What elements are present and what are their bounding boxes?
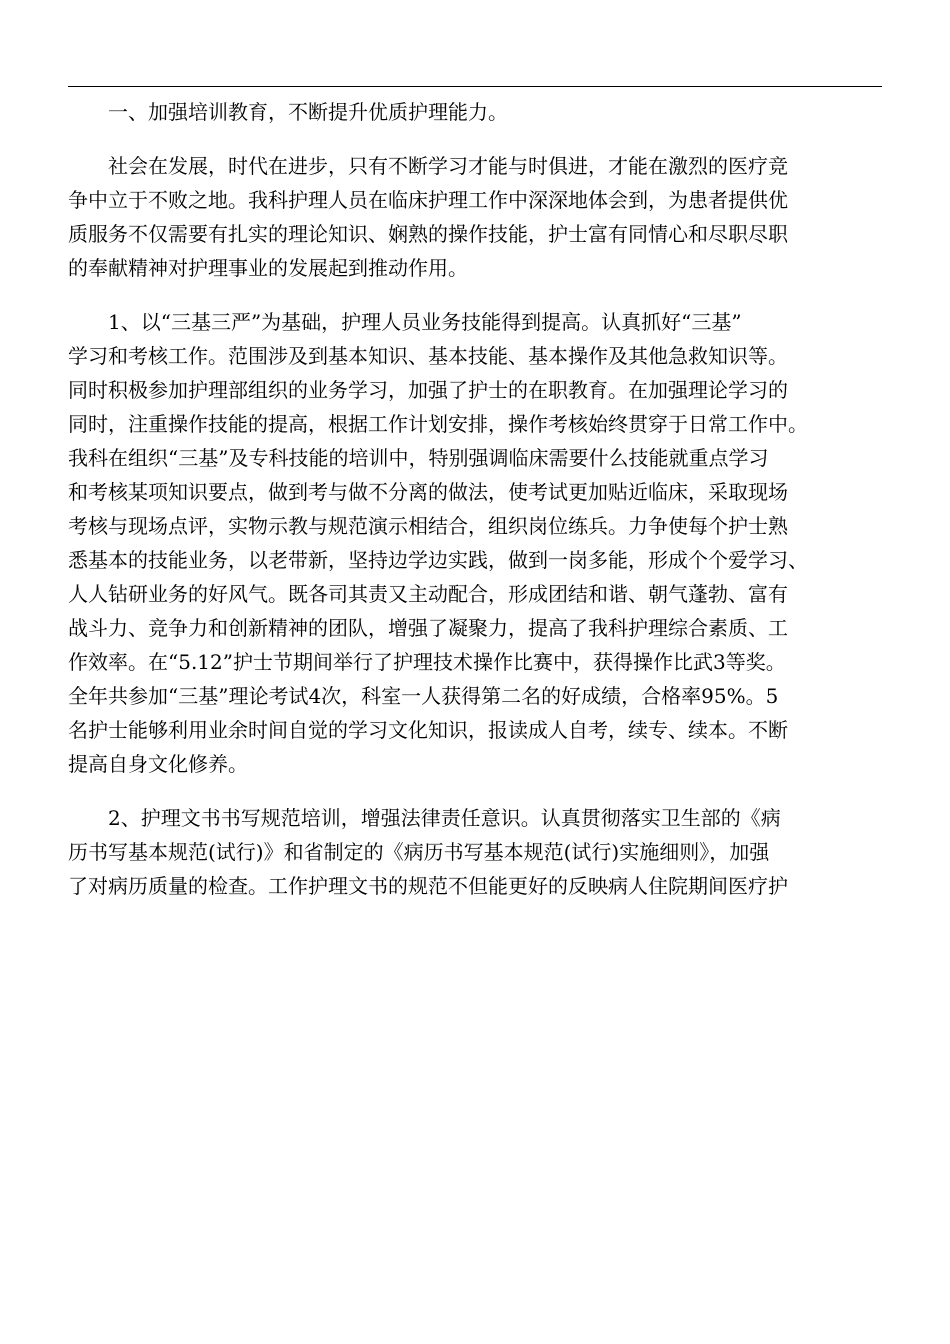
header-rule — [68, 86, 882, 87]
document-body — [68, 95, 884, 903]
paragraph-3 — [68, 801, 884, 903]
text-line: 历书写基本规范(试行)》和省制定的《病历书写基本规范(试行)实施细则》，加强 — [68, 840, 770, 864]
text-line: 社会在发展，时代在进步，只有不断学习才能与时俱进，才能在激烈的医疗竞 — [108, 154, 788, 178]
text-line: 和考核某项知识要点，做到考与做不分离的做法，使考试更加贴近临床，采取现场 — [68, 480, 788, 504]
text-line: 悉基本的技能业务，以老带新，坚持边学边实践，做到一岗多能，形成个个爱学习、 — [68, 548, 808, 572]
text-line: 名护士能够利用业余时间自觉的学习文化知识，报读成人自考，续专、续本。不断 — [68, 718, 788, 742]
section-heading — [68, 95, 884, 129]
paragraph-1 — [68, 149, 884, 285]
text-line: 全年共参加“三基”理论考试4次，科室一人获得第二名的好成绩，合格率95%。5 — [68, 684, 779, 708]
text-line: 我科在组织“三基”及专科技能的培训中，特别强调临床需要什么技能就重点学习 — [68, 446, 769, 470]
text-line: 质服务不仅需要有扎实的理论知识、娴熟的操作技能，护士富有同情心和尽职尽职 — [68, 222, 788, 246]
text-line: 了对病历质量的检查。工作护理文书的规范不但能更好的反映病人住院期间医疗护 — [68, 874, 788, 898]
text-line: 考核与现场点评，实物示教与规范演示相结合，组织岗位练兵。力争使每个护士熟 — [68, 514, 788, 538]
heading-line: 一、加强培训教育，不断提升优质护理能力。 — [108, 100, 508, 124]
text-line: 2、护理文书书写规范培训，增强法律责任意识。认真贯彻落实卫生部的《病 — [108, 806, 781, 830]
text-line: 提高自身文化修养。 — [68, 752, 248, 776]
text-line: 争中立于不败之地。我科护理人员在临床护理工作中深深地体会到，为患者提供优 — [68, 188, 788, 212]
text-line: 同时，注重操作技能的提高，根据工作计划安排，操作考核始终贯穿于日常工作中。 — [68, 412, 808, 436]
text-line: 同时积极参加护理部组织的业务学习，加强了护士的在职教育。在加强理论学习的 — [68, 378, 788, 402]
paragraph-2 — [68, 305, 884, 781]
text-line: 的奉献精神对护理事业的发展起到推动作用。 — [68, 256, 468, 280]
text-line: 学习和考核工作。范围涉及到基本知识、基本技能、基本操作及其他急救知识等。 — [68, 344, 788, 368]
text-line: 人人钻研业务的好风气。既各司其责又主动配合，形成团结和谐、朝气蓬勃、富有 — [68, 582, 788, 606]
text-line: 作效率。在“5.12”护士节期间举行了护理技术操作比赛中，获得操作比武3等奖。 — [68, 650, 786, 674]
text-line: 1、以“三基三严”为基础，护理人员业务技能得到提高。认真抓好“三基” — [108, 310, 742, 334]
text-line: 战斗力、竞争力和创新精神的团队，增强了凝聚力，提高了我科护理综合素质、工 — [68, 616, 788, 640]
